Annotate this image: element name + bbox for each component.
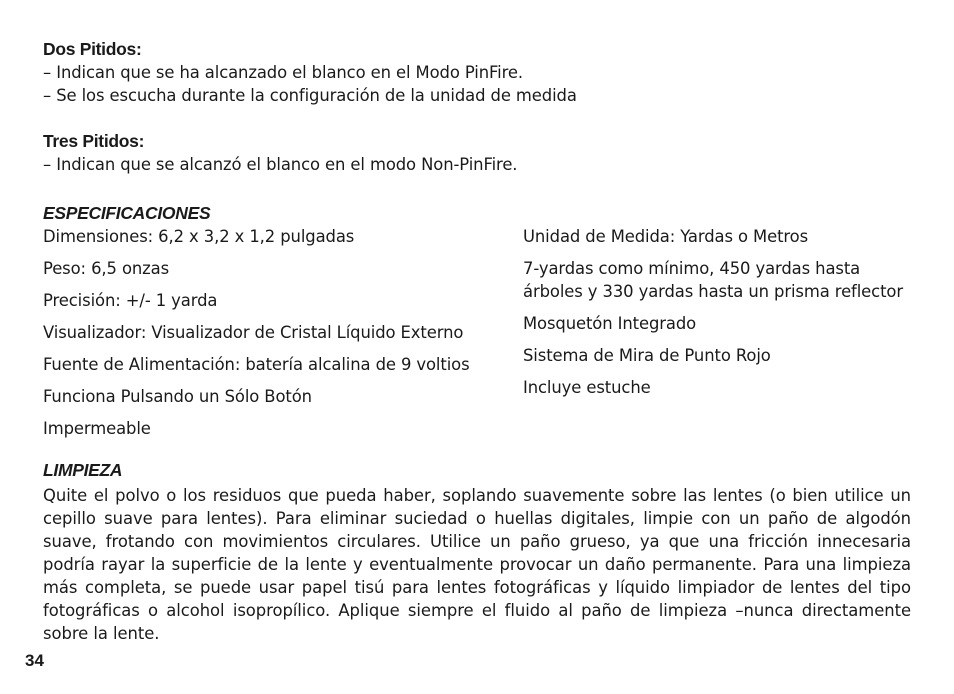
spec-item: Fuente de Alimentación: batería alcalina de 9 voltios (43, 355, 470, 374)
spec-item: Funciona Pulsando un Sólo Botón (43, 387, 312, 406)
two-beeps-line: – Se los escucha durante la configuración de la unidad de medida (43, 86, 577, 105)
spec-item: Precisión: +/- 1 yarda (43, 291, 218, 310)
spec-item: Sistema de Mira de Punto Rojo (523, 346, 771, 365)
two-beeps-section (43, 38, 911, 130)
spec-item: Incluye estuche (523, 378, 651, 397)
two-beeps-line: – Indican que se ha alcanzado el blanco en el Modo PinFire. (43, 63, 523, 82)
three-beeps-title: Tres Pitidos: (43, 131, 145, 151)
specifications-right-column (523, 225, 903, 408)
spec-item: Visualizador: Visualizador de Cristal Líquido Externo (43, 323, 464, 342)
page-number: 34 (25, 651, 44, 670)
spec-item: Mosquetón Integrado (523, 314, 697, 333)
manual-page (43, 38, 911, 643)
spec-item: 7-yardas como mínimo, 450 yardas hasta árboles y 330 yardas hasta un prisma reflector (523, 259, 903, 301)
specifications-left-column (43, 225, 513, 449)
spec-item: Impermeable (43, 419, 151, 438)
spec-item: Unidad de Medida: Yardas o Metros (523, 227, 809, 246)
specifications-title: ESPECIFICACIONES (43, 203, 211, 223)
spec-item: Dimensiones: 6,2 x 3,2 x 1,2 pulgadas (43, 227, 355, 246)
cleaning-paragraph: Quite el polvo o los residuos que pueda haber, soplando suavemente sobre las lentes (o bien utilice un cepillo suave para lentes). Para eliminar suciedad o huellas digitales, limpie con un paño de algodón suave, frotando con movimientos circulares. Utilice un paño grueso, ya que una fricción innecesaria podría rayar la superficie de la lente y eventualmente provocar un daño permanente. Para una limpieza más completa, se puede usar papel tisú para lentes fotográficas y líquido limpiador de lentes del tipo fotográficas o alcohol isopropílico. Aplique siempre el fluido al paño de limpieza –nunca directamente sobre la lente. (43, 486, 911, 643)
spec-item: Peso: 6,5 onzas (43, 259, 170, 278)
two-beeps-title: Dos Pitidos: (43, 39, 142, 59)
cleaning-title: LIMPIEZA (43, 460, 123, 480)
three-beeps-line: – Indican que se alcanzó el blanco en el modo Non-PinFire. (43, 155, 518, 174)
